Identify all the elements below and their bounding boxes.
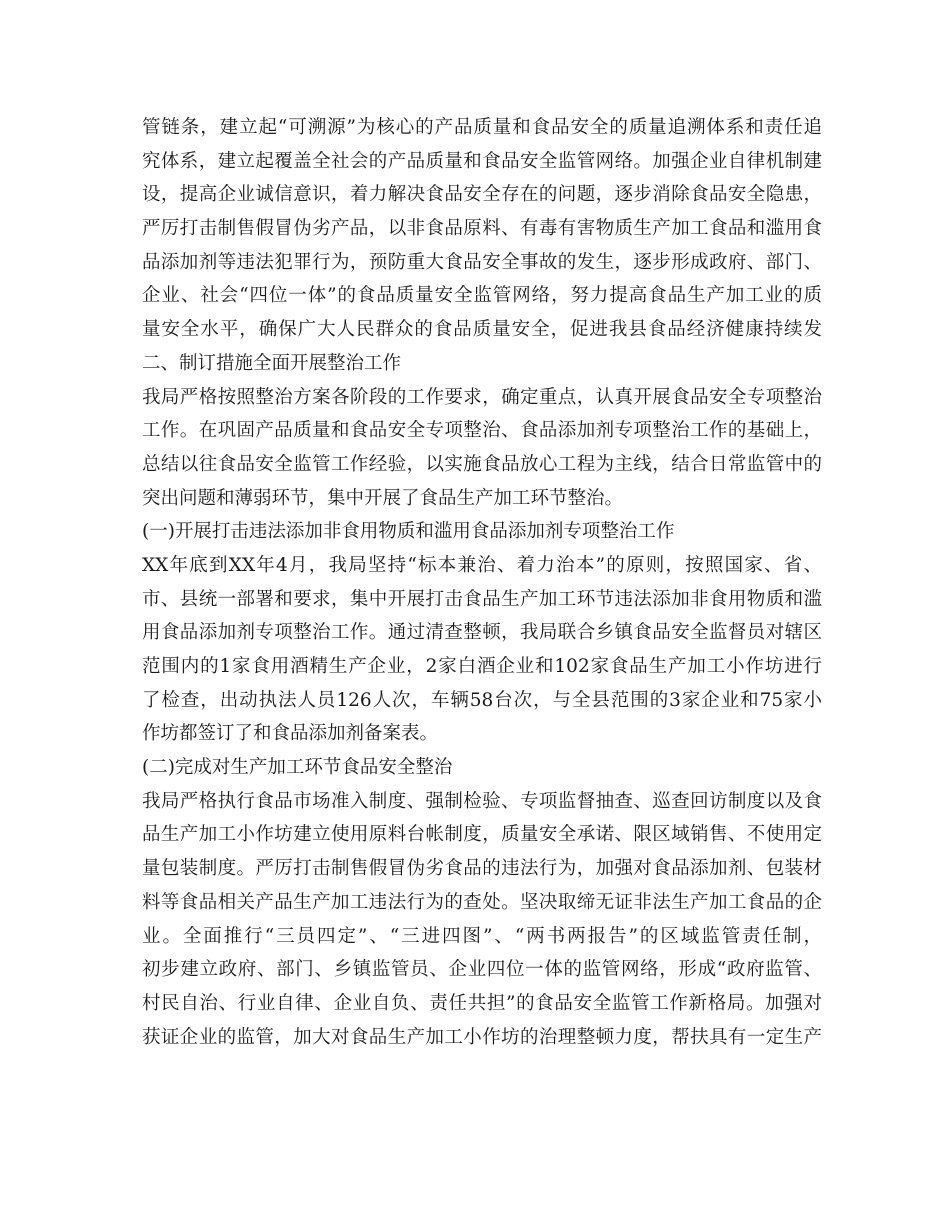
- text-line: 突出问题和薄弱环节，集中开展了食品生产加工环节整治。: [142, 487, 624, 509]
- subsection-heading: (二)完成对生产加工环节食品安全整治: [142, 757, 453, 779]
- text-line: 业。全面推行“三员四定”、“三进四图”、“两书两报告”的区域监管责任制，: [142, 925, 822, 947]
- text-line: 严厉打击制售假冒伪劣产品，以非食品原料、有毒有害物质生产加工食品和滥用食: [142, 218, 822, 240]
- text-line: 初步建立政府、部门、乡镇监管员、企业四位一体的监管网络，形成“政府监管、: [142, 959, 822, 981]
- document-body: [142, 111, 822, 1054]
- subsection-heading: (一)开展打击违法添加非食用物质和滥用食品添加剂专项整治工作: [142, 521, 675, 543]
- text-line: 设，提高企业诚信意识，着力解决食品安全存在的问题，逐步消除食品安全隐患，: [142, 184, 822, 206]
- section-heading: 二、制订措施全面开展整治工作: [142, 352, 402, 374]
- text-line: 作坊都签订了和食品添加剂备案表。: [142, 723, 439, 745]
- text-line: 获证企业的监管，加大对食品生产加工小作坊的治理整顿力度，帮扶具有一定生产: [142, 1026, 822, 1048]
- text-line: 村民自治、行业自律、企业自负、责任共担”的食品安全监管工作新格局。加强对: [142, 992, 822, 1014]
- text-line: 管链条，建立起“可溯源”为核心的产品质量和食品安全的质量追溯体系和责任追: [142, 117, 822, 138]
- text-line: 了检查，出动执法人员126人次，车辆58台次，与全县范围的3家企业和75家小: [142, 689, 822, 711]
- text-line: 量安全水平，确保广大人民群众的食品质量安全，促进我县食品经济健康持续发: [142, 319, 822, 341]
- text-line: 我局严格按照整治方案各阶段的工作要求，确定重点，认真开展食品安全专项整治: [142, 386, 822, 408]
- text-line: 我局严格执行食品市场准入制度、强制检验、专项监督抽查、巡查回访制度以及食: [142, 790, 822, 812]
- text-line: 企业、社会“四位一体”的食品质量安全监管网络，努力提高食品生产加工业的质: [142, 285, 822, 307]
- text-line: 用食品添加剂专项整治工作。通过清查整顿，我局联合乡镇食品安全监督员对辖区: [142, 622, 822, 644]
- text-line: 工作。在巩固产品质量和食品安全专项整治、食品添加剂专项整治工作的基础上，: [142, 420, 822, 442]
- text-line: XX年底到XX年4月，我局坚持“标本兼治、着力治本”的原则，按照国家、省、: [142, 554, 822, 576]
- text-line: 总结以往食品安全监管工作经验，以实施食品放心工程为主线，结合日常监管中的: [142, 453, 822, 475]
- text-line: 市、县统一部署和要求，集中开展打击食品生产加工环节违法添加非食用物质和滥: [142, 588, 822, 610]
- text-line: 品生产加工小作坊建立使用原料台帐制度，质量安全承诺、限区域销售、不使用定: [142, 824, 822, 846]
- text-line: 料等食品相关产品生产加工违法行为的查处。坚决取缔无证非法生产加工食品的企: [142, 891, 822, 913]
- text-line: 量包装制度。严厉打击制售假冒伪劣食品的违法行为，加强对食品添加剂、包装材: [142, 858, 822, 880]
- text-line: 品添加剂等违法犯罪行为，预防重大食品安全事故的发生，逐步形成政府、部门、: [142, 251, 822, 273]
- text-line: 究体系，建立起覆盖全社会的产品质量和食品安全监管网络。加强企业自律机制建: [142, 150, 822, 172]
- text-line: 范围内的1家食用酒精生产企业，2家白酒企业和102家食品生产加工小作坊进行: [142, 656, 822, 677]
